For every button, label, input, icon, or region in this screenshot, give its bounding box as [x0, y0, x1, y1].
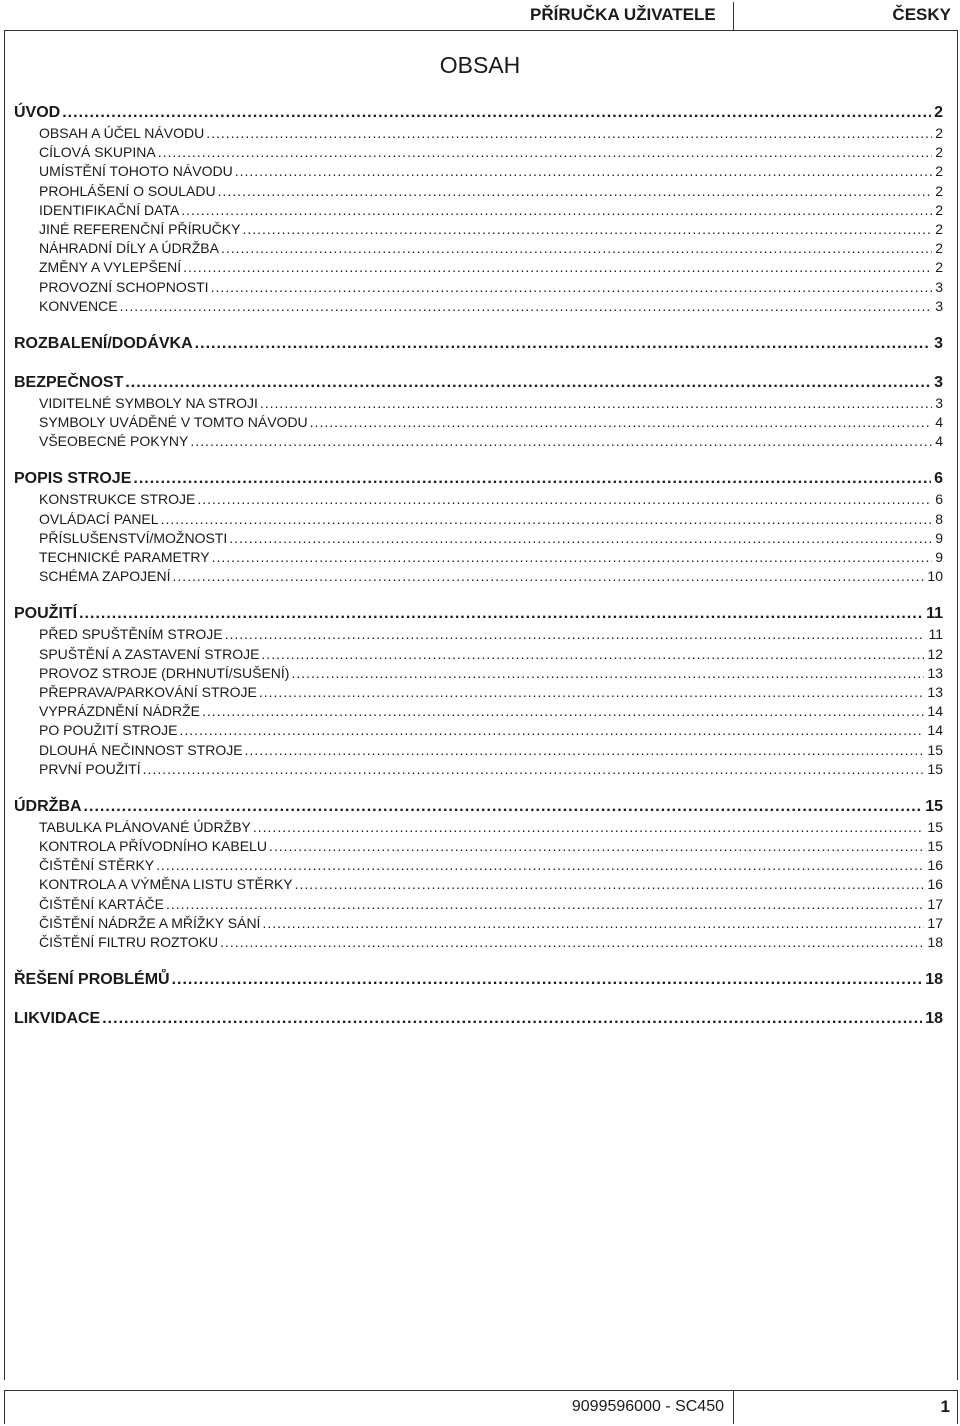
dot-leader [102, 1008, 922, 1030]
dot-leader [158, 143, 933, 162]
toc-subentry[interactable] [14, 683, 943, 702]
footer-frame [4, 1390, 958, 1424]
toc-entry-page: 2 [935, 240, 943, 257]
toc-entry-page: 4 [935, 414, 943, 431]
toc-entry-title: BEZPEČNOST [14, 373, 124, 391]
toc-entry-title: ÚDRŽBA [14, 797, 82, 815]
toc-chapter[interactable] [14, 468, 943, 490]
toc-subentry[interactable] [14, 297, 943, 316]
toc-entry-title: ČIŠTĚNÍ STĚRKY [39, 857, 155, 874]
toc-subentry[interactable] [14, 625, 943, 644]
toc-subentry[interactable] [14, 510, 943, 529]
dot-leader [260, 394, 932, 413]
toc-section [14, 603, 943, 779]
toc-entry-page: 4 [935, 433, 943, 450]
toc-subentry[interactable] [14, 567, 943, 586]
toc-entry-page: 18 [925, 971, 943, 989]
dot-leader [125, 372, 931, 394]
toc-subentry[interactable] [14, 664, 943, 683]
dot-leader [172, 567, 924, 586]
toc-entry-page: 15 [925, 797, 943, 815]
dot-leader [181, 201, 932, 220]
toc-chapter[interactable] [14, 102, 943, 124]
toc-entry-page: 9 [935, 529, 943, 546]
toc-entry-page: 2 [935, 182, 943, 199]
toc-entry-title: ČIŠTĚNÍ NÁDRŽE A MŘÍŽKY SÁNÍ [39, 914, 261, 931]
toc-entry-page: 10 [927, 568, 943, 585]
dot-leader [179, 721, 924, 740]
toc-entry-title: PŘÍSLUŠENSTVÍ/MOŽNOSTI [39, 529, 228, 546]
toc-entry-page: 3 [934, 373, 943, 391]
dot-leader [220, 933, 924, 952]
toc-entry-title: PROVOZ STROJE (DRHNUTÍ/SUŠENÍ) [39, 664, 290, 681]
toc-entry-page: 15 [927, 741, 943, 758]
toc-entry-title: PŘEPRAVA/PARKOVÁNÍ STROJE [39, 683, 257, 700]
toc-entry-title: PROHLÁŠENÍ O SOULADU [39, 182, 216, 199]
dot-leader [212, 548, 933, 567]
dot-leader [310, 413, 933, 432]
dot-leader [206, 124, 932, 143]
toc-entry-page: 14 [927, 703, 943, 720]
toc-entry-title: NÁHRADNÍ DÍLY A ÚDRŽBA [39, 240, 219, 257]
dot-leader [161, 510, 933, 529]
dot-leader [261, 645, 924, 664]
toc-subentry[interactable] [14, 201, 943, 220]
toc-entry-title: POPIS STROJE [14, 470, 132, 488]
toc-entry-title: PROVOZNÍ SCHOPNOSTI [39, 278, 209, 295]
toc-entry-page: 3 [934, 334, 943, 352]
toc-subentry[interactable] [14, 162, 943, 181]
toc-entry-title: ÚVOD [14, 104, 61, 121]
toc-subentry[interactable] [14, 182, 943, 201]
toc-entry-title: UMÍSTĚNÍ TOHOTO NÁVODU [39, 163, 233, 180]
dot-leader [269, 837, 924, 856]
toc-entry-page: 8 [935, 510, 943, 527]
toc-subentry[interactable] [14, 760, 943, 779]
toc-entry-title: POUŽITÍ [14, 605, 78, 623]
toc-entry-title: KONSTRUKCE STROJE [39, 491, 196, 508]
page-title: OBSAH [439, 52, 521, 78]
table-of-contents [14, 102, 943, 1047]
toc-subentry[interactable] [14, 529, 943, 548]
toc-entry-title: PŘED SPUŠTĚNÍM STROJE [39, 626, 223, 643]
toc-section [14, 969, 943, 991]
toc-entry-page: 6 [935, 491, 943, 508]
toc-entry-page: 2 [934, 104, 943, 121]
toc-entry-page: 11 [928, 626, 943, 643]
toc-entry-title: PRVNÍ POUŽITÍ [39, 760, 141, 777]
toc-entry-title: PO POUŽITÍ STROJE [39, 722, 178, 739]
dot-leader [190, 432, 932, 451]
toc-entry-title: ZMĚNY A VYLEPŠENÍ [39, 259, 182, 276]
dot-leader [183, 258, 932, 277]
toc-entry-title: KONTROLA A VÝMĚNA LISTU STĚRKY [39, 876, 293, 893]
toc-entry-page: 18 [927, 934, 943, 950]
header-divider [733, 2, 734, 30]
toc-entry-page: 15 [927, 838, 943, 855]
toc-subentry[interactable] [14, 895, 943, 914]
toc-subentry[interactable] [14, 432, 943, 451]
toc-entry-title: SCHÉMA ZAPOJENÍ [39, 568, 171, 585]
toc-section [14, 333, 943, 355]
toc-entry-page: 6 [934, 470, 943, 488]
toc-subentry[interactable] [14, 124, 943, 143]
dot-leader [197, 490, 932, 509]
toc-entry-page: 3 [935, 278, 943, 295]
dot-leader [218, 182, 933, 201]
toc-entry-title: ČIŠTĚNÍ FILTRU ROZTOKU [39, 934, 219, 950]
dot-leader [229, 529, 932, 548]
toc-subentry[interactable] [14, 548, 943, 567]
toc-subentry[interactable] [14, 220, 943, 239]
toc-section [14, 468, 943, 586]
toc-entry-title: TECHNICKÉ PARAMETRY [39, 549, 210, 565]
toc-section [14, 102, 943, 316]
toc-entry-title: KONVENCE [39, 297, 118, 314]
header-language: ČESKY [892, 5, 951, 24]
toc-entry-page: 13 [927, 683, 943, 700]
toc-chapter[interactable] [14, 969, 943, 991]
toc-entry-page: 12 [927, 645, 943, 662]
toc-entry-page: 16 [927, 876, 943, 893]
toc-entry-page: 11 [926, 605, 943, 623]
toc-subentry[interactable] [14, 278, 943, 297]
toc-entry-page: 15 [927, 818, 943, 835]
toc-section [14, 796, 943, 952]
toc-entry-page: 2 [935, 163, 943, 180]
toc-entry-page: 2 [935, 220, 943, 237]
toc-entry-title: VŠEOBECNÉ POKYNY [39, 433, 189, 450]
dot-leader [84, 796, 923, 818]
toc-entry-title: JINÉ REFERENČNÍ PŘÍRUČKY [39, 220, 241, 237]
toc-entry-title: OVLÁDACÍ PANEL [39, 510, 159, 527]
toc-entry-title: CÍLOVÁ SKUPINA [39, 144, 156, 161]
dot-leader [202, 702, 924, 721]
toc-entry-title: OBSAH A ÚČEL NÁVODU [39, 125, 205, 141]
dot-leader [62, 102, 931, 124]
toc-entry-title: VYPRÁZDNĚNÍ NÁDRŽE [39, 703, 201, 720]
toc-entry-page: 18 [925, 1010, 943, 1028]
toc-entry-title: TABULKA PLÁNOVANÉ ÚDRŽBY [39, 818, 251, 835]
dot-leader [245, 741, 925, 760]
toc-entry-title: LIKVIDACE [14, 1010, 101, 1028]
dot-leader [211, 278, 933, 297]
toc-subentry[interactable] [14, 239, 943, 258]
toc-entry-page: 16 [927, 857, 943, 874]
toc-chapter[interactable] [14, 333, 943, 355]
toc-entry-title: ČIŠTĚNÍ KARTÁČE [39, 895, 164, 912]
toc-subentry[interactable] [14, 645, 943, 664]
toc-subentry[interactable] [14, 837, 943, 856]
toc-chapter[interactable] [14, 372, 943, 394]
toc-entry-title: VIDITELNÉ SYMBOLY NA STROJI [39, 394, 258, 411]
toc-chapter[interactable] [14, 603, 943, 625]
dot-leader [195, 333, 931, 355]
footer-doc-code: 9099596000 - SC450 [571, 1398, 724, 1415]
dot-leader [291, 664, 924, 683]
toc-entry-page: 14 [927, 722, 943, 739]
dot-leader [225, 625, 926, 644]
toc-chapter[interactable] [14, 796, 943, 818]
toc-entry-page: 13 [927, 664, 943, 681]
toc-section [14, 372, 943, 452]
dot-leader [295, 875, 925, 894]
toc-entry-title: DLOUHÁ NEČINNOST STROJE [39, 741, 243, 758]
dot-leader [262, 914, 924, 933]
toc-subentry[interactable] [14, 741, 943, 760]
toc-subentry[interactable] [14, 933, 943, 952]
toc-subentry[interactable] [14, 875, 943, 894]
toc-entry-page: 3 [935, 297, 943, 314]
toc-section [14, 1008, 943, 1030]
toc-subentry[interactable] [14, 914, 943, 933]
toc-chapter[interactable] [14, 1008, 943, 1030]
toc-entry-page: 3 [935, 394, 943, 411]
toc-subentry[interactable] [14, 394, 943, 413]
toc-entry-page: 2 [935, 144, 943, 161]
toc-entry-title: ROZBALENÍ/DODÁVKA [14, 334, 193, 352]
dot-leader [253, 818, 925, 837]
toc-subentry[interactable] [14, 818, 943, 837]
toc-subentry[interactable] [14, 856, 943, 875]
toc-subentry[interactable] [14, 413, 943, 432]
dot-leader [235, 162, 933, 181]
toc-subentry[interactable] [14, 490, 943, 509]
dot-leader [156, 856, 924, 875]
toc-entry-title: SPUŠTĚNÍ A ZASTAVENÍ STROJE [39, 645, 260, 662]
toc-entry-page: 2 [935, 201, 943, 218]
dot-leader [259, 683, 925, 702]
footer-divider [733, 1390, 734, 1424]
header-title: PŘÍRUČKA UŽIVATELE [530, 5, 716, 24]
footer-page-number: 1 [940, 1397, 950, 1416]
toc-entry-page: 2 [935, 125, 943, 141]
toc-entry-page: 17 [927, 895, 943, 912]
toc-entry-page: 9 [935, 549, 943, 565]
toc-entry-page: 15 [927, 760, 943, 777]
dot-leader [120, 297, 933, 316]
dot-leader [133, 468, 931, 490]
dot-leader [166, 895, 924, 914]
dot-leader [79, 603, 923, 625]
dot-leader [221, 239, 932, 258]
toc-subentry[interactable] [14, 721, 943, 740]
toc-entry-title: KONTROLA PŘÍVODNÍHO KABELU [39, 838, 267, 855]
toc-subentry[interactable] [14, 143, 943, 162]
toc-entry-page: 17 [927, 914, 943, 931]
toc-entry-title: IDENTIFIKAČNÍ DATA [39, 201, 180, 218]
toc-entry-page: 2 [935, 259, 943, 276]
toc-entry-title: SYMBOLY UVÁDĚNÉ V TOMTO NÁVODU [39, 414, 308, 431]
toc-subentry[interactable] [14, 258, 943, 277]
dot-leader [172, 969, 923, 991]
dot-leader [242, 220, 932, 239]
dot-leader [143, 760, 925, 779]
toc-subentry[interactable] [14, 702, 943, 721]
toc-entry-title: ŘEŠENÍ PROBLÉMŮ [14, 971, 170, 989]
